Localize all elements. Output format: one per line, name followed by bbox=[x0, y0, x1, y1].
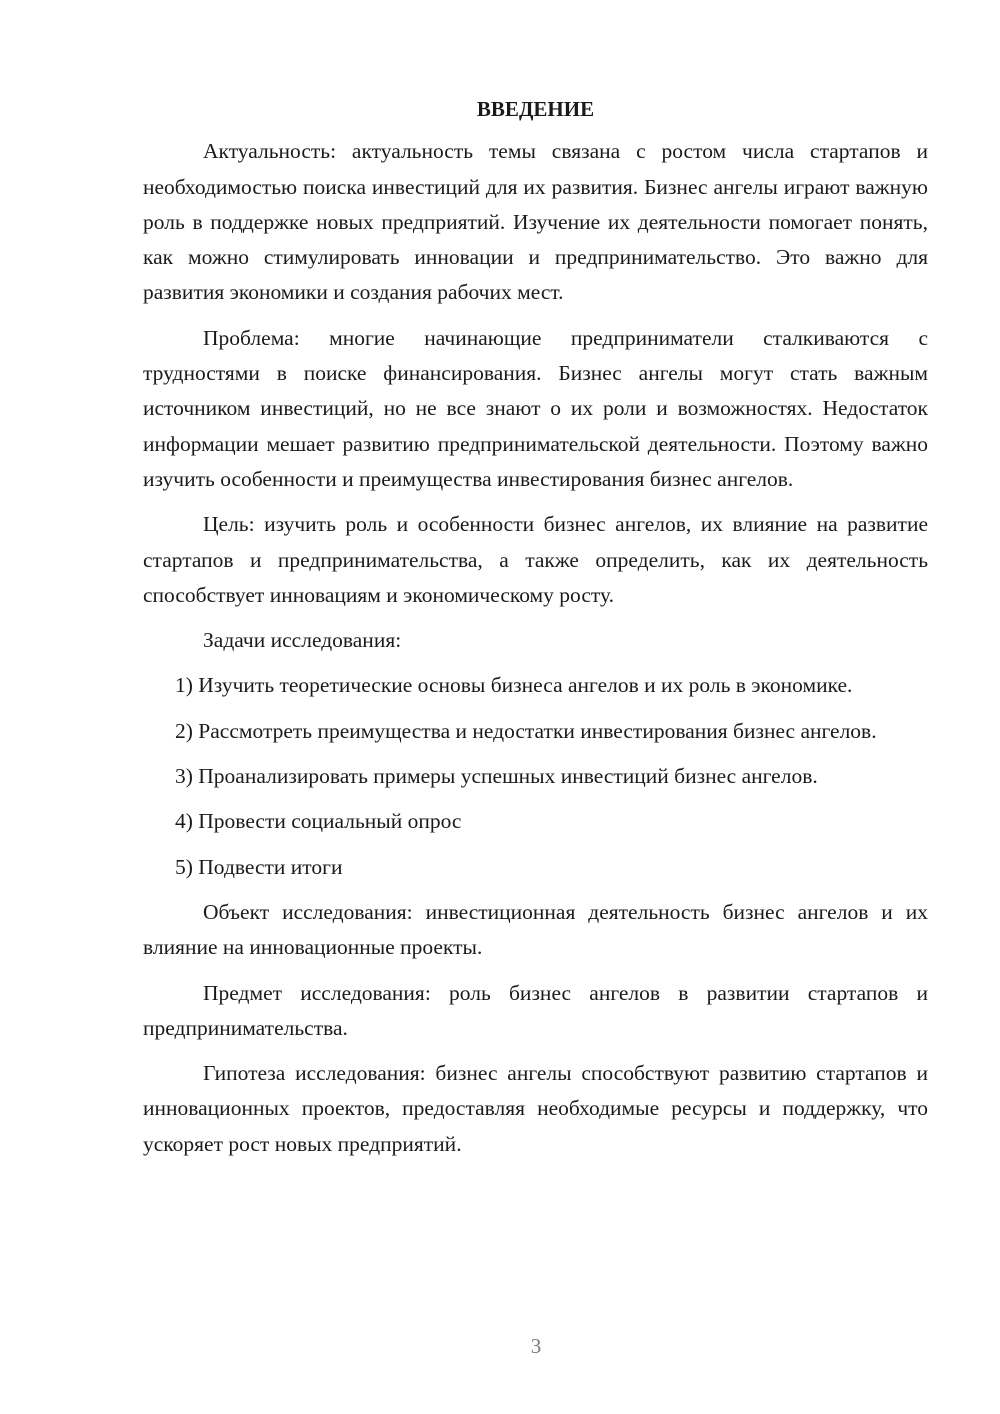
document-page bbox=[143, 92, 928, 1172]
page-number: 3 bbox=[530, 1334, 542, 1358]
paragraph-object: Объект исследования: инвестиционная деятельность бизнес ангелов и их влияние на инновационные проекты. bbox=[143, 899, 928, 960]
paragraph-goal: Цель: изучить роль и особенности бизнес ангелов, их влияние на развитие стартапов и предпринимательства, а также определить, как их деятельность способствует инновациям и экономическому росту. bbox=[143, 512, 928, 607]
paragraph-problem: Проблема: многие начинающие предприниматели сталкиваются с трудностями в поиске финансирования. Бизнес ангелы могут стать важным источником инвестиций, но не все знают о их роли и возможностях. Недостаток информации мешает развитию предпринимательской деятельности. Поэтому важно изучить особенности и преимущества инвестирования бизнес ангелов. bbox=[143, 325, 928, 491]
tasks-heading: Задачи исследования: bbox=[203, 628, 402, 653]
task-item-1: 1) Изучить теоретические основы бизнеса ангелов и их роль в экономике. bbox=[175, 673, 853, 698]
task-item-4: 4) Провести социальный опрос bbox=[175, 809, 462, 834]
task-item-2: 2) Рассмотреть преимущества и недостатки инвестирования бизнес ангелов. bbox=[175, 718, 877, 743]
task-item-5: 5) Подвести итоги bbox=[175, 854, 343, 879]
paragraph-subject: Предмет исследования: роль бизнес ангелов в развитии стартапов и предпринимательства. bbox=[143, 980, 928, 1040]
paragraph-hypothesis: Гипотеза исследования: бизнес ангелы способствуют развитию стартапов и инновационных проектов, предоставляя необходимые ресурсы и поддержку, что ускоряет рост новых предприятий. bbox=[143, 1061, 928, 1156]
task-item-3: 3) Проанализировать примеры успешных инвестиций бизнес ангелов. bbox=[175, 764, 818, 789]
paragraph-relevance: Актуальность: актуальность темы связана с ростом числа стартапов и необходимостью поиска инвестиций для их развития. Бизнес ангелы играют важную роль в поддержке новых предприятий. Изучение их деятельности помогает понять, как можно стимулировать инновации и предпринимательство. Это важно для развития экономики и создания рабочих мест. bbox=[143, 139, 928, 305]
section-title: ВВЕДЕНИЕ bbox=[476, 97, 595, 121]
